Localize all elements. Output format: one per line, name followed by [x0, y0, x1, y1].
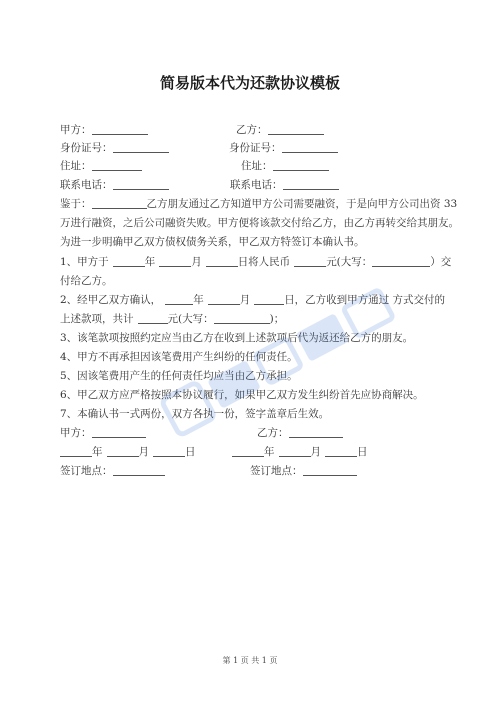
item-2-capital-label: 元(大写：: [167, 313, 214, 325]
addr-a-blank: [92, 159, 142, 171]
item-7: 7、本确认书一式两份，双方各执一份，签字盖章后生效。: [60, 408, 330, 420]
item-4: 4、甲方不再承担因该笔费用产生纠纷的任何责任。: [60, 351, 298, 363]
party-a-label: 甲方：: [60, 124, 92, 136]
item-2-year-blank: [165, 293, 193, 305]
recital-line-2: 万进行融资，之后公司融资失败。甲方便将该款交付给乙方，由乙方再转交给其朋友。: [60, 217, 459, 229]
item-2-capital-blank: [214, 312, 270, 324]
sign-place-a-blank: [113, 464, 165, 476]
item-1-prefix: 1、甲方于: [60, 256, 109, 268]
item-1-day-blank: [206, 255, 238, 267]
id-b-field: [229, 141, 338, 155]
sign-place-a: [60, 464, 165, 478]
item-2-amount-blank: [138, 312, 168, 324]
phone-a-field: [60, 178, 169, 192]
page-footer: 第 1 页 共 1 页: [222, 656, 278, 665]
item-1-month-blank: [159, 255, 191, 267]
sign-party-a-blank: [92, 426, 146, 438]
item-2-day-blank: [254, 293, 284, 305]
item-1-close: ）交: [430, 256, 452, 268]
phone-b-blank: [283, 178, 339, 190]
item-2-line-1: [60, 293, 445, 307]
item-2-close: )；: [269, 313, 285, 325]
sign-party-a-label: 甲方：: [60, 427, 92, 439]
recital-blank: [92, 197, 147, 209]
item-2-month-blank: [208, 293, 240, 305]
addr-b-blank: [273, 159, 329, 171]
sign-place-b-label: 签订地点：: [250, 465, 303, 477]
item-2-total-label: 上述款项，共计: [60, 313, 134, 325]
party-b-field: [236, 123, 324, 137]
item-2-day-label: 日，乙方收到甲方通过 方式交付的: [284, 294, 446, 306]
sign-party-b: [257, 426, 343, 440]
party-a-field: [60, 123, 148, 137]
phone-a-label: 联系电话：: [60, 179, 113, 191]
id-a-field: [60, 141, 169, 155]
sign-date-b-year-label: 年: [264, 446, 275, 458]
item-2-line-2: [60, 312, 284, 326]
sign-date-a: [60, 445, 196, 459]
item-1-amount-blank: [294, 255, 326, 267]
party-a-blank: [92, 123, 148, 135]
addr-b-field: [241, 159, 329, 173]
phone-b-label: 联系电话：: [230, 179, 283, 191]
item-1-yuan-label: 元(大写：: [326, 256, 373, 268]
sign-party-a: [60, 426, 146, 440]
item-2-month-label: 月: [239, 294, 251, 306]
sign-party-b-label: 乙方：: [257, 427, 289, 439]
phone-b-field: [230, 178, 339, 192]
sign-date-a-year-label: 年: [92, 446, 103, 458]
sign-party-b-blank: [289, 426, 343, 438]
id-b-label: 身份证号：: [229, 142, 282, 154]
sign-place-b-blank: [303, 464, 357, 476]
document-title: 简易版本代为还款协议模板: [159, 74, 340, 92]
sign-date-a-month-blank: [107, 445, 139, 457]
sign-date-a-month-label: 月: [138, 446, 149, 458]
recital-line-1: [60, 197, 457, 211]
item-2-year-label: 年: [193, 294, 204, 306]
sign-date-a-day-label: 日: [185, 446, 196, 458]
item-1-line-1: [60, 255, 451, 269]
sign-date-b: [232, 445, 368, 459]
item-3: 3、该笔款项按照约定应当由乙方在收到上述款项后代为返还给乙方的朋友。: [60, 332, 414, 344]
recital-text: 乙方朋友通过乙方知道甲方公司需要融资，于是向甲方公司出资 33: [146, 198, 458, 210]
sign-date-b-day-label: 日: [357, 446, 368, 458]
item-1-year-blank: [113, 255, 145, 267]
sign-date-b-day-blank: [325, 445, 357, 457]
item-5: 5、因该笔费用产生的任何责任均应当由乙方承担。: [60, 370, 298, 382]
item-1-year-label: 年: [144, 256, 156, 268]
item-6: 6、甲乙双方应严格按照本协议履行，如果甲乙双方发生纠纷首先应协商解决。: [60, 389, 424, 401]
phone-a-blank: [113, 178, 169, 190]
party-b-blank: [268, 123, 324, 135]
sign-date-b-month-blank: [279, 445, 311, 457]
item-1-day-label: 日将人民币: [237, 256, 291, 268]
item-2-prefix: 2、经甲乙双方确认，: [60, 294, 162, 306]
sign-date-b-month-label: 月: [310, 446, 321, 458]
recital-prefix: 鉴于：: [60, 198, 92, 210]
item-1-line-2: 付给乙方。: [60, 275, 113, 287]
id-b-blank: [282, 141, 338, 153]
item-1-capital-blank: [372, 255, 430, 267]
party-b-label: 乙方：: [236, 124, 268, 136]
sign-date-a-year-blank: [60, 445, 92, 457]
addr-a-label: 住址：: [60, 160, 92, 172]
addr-a-field: [60, 159, 142, 173]
item-1-month-label: 月: [191, 256, 202, 268]
sign-date-a-day-blank: [153, 445, 185, 457]
id-a-blank: [113, 141, 169, 153]
id-a-label: 身份证号：: [60, 142, 113, 154]
sign-date-b-year-blank: [232, 445, 264, 457]
sign-place-a-label: 签订地点：: [60, 465, 113, 477]
addr-b-label: 住址：: [241, 160, 273, 172]
sign-place-b: [250, 464, 357, 478]
recital-line-3: 为进一步明确甲乙双方债权债务关系，甲乙双方特签订本确认书。: [60, 236, 365, 248]
